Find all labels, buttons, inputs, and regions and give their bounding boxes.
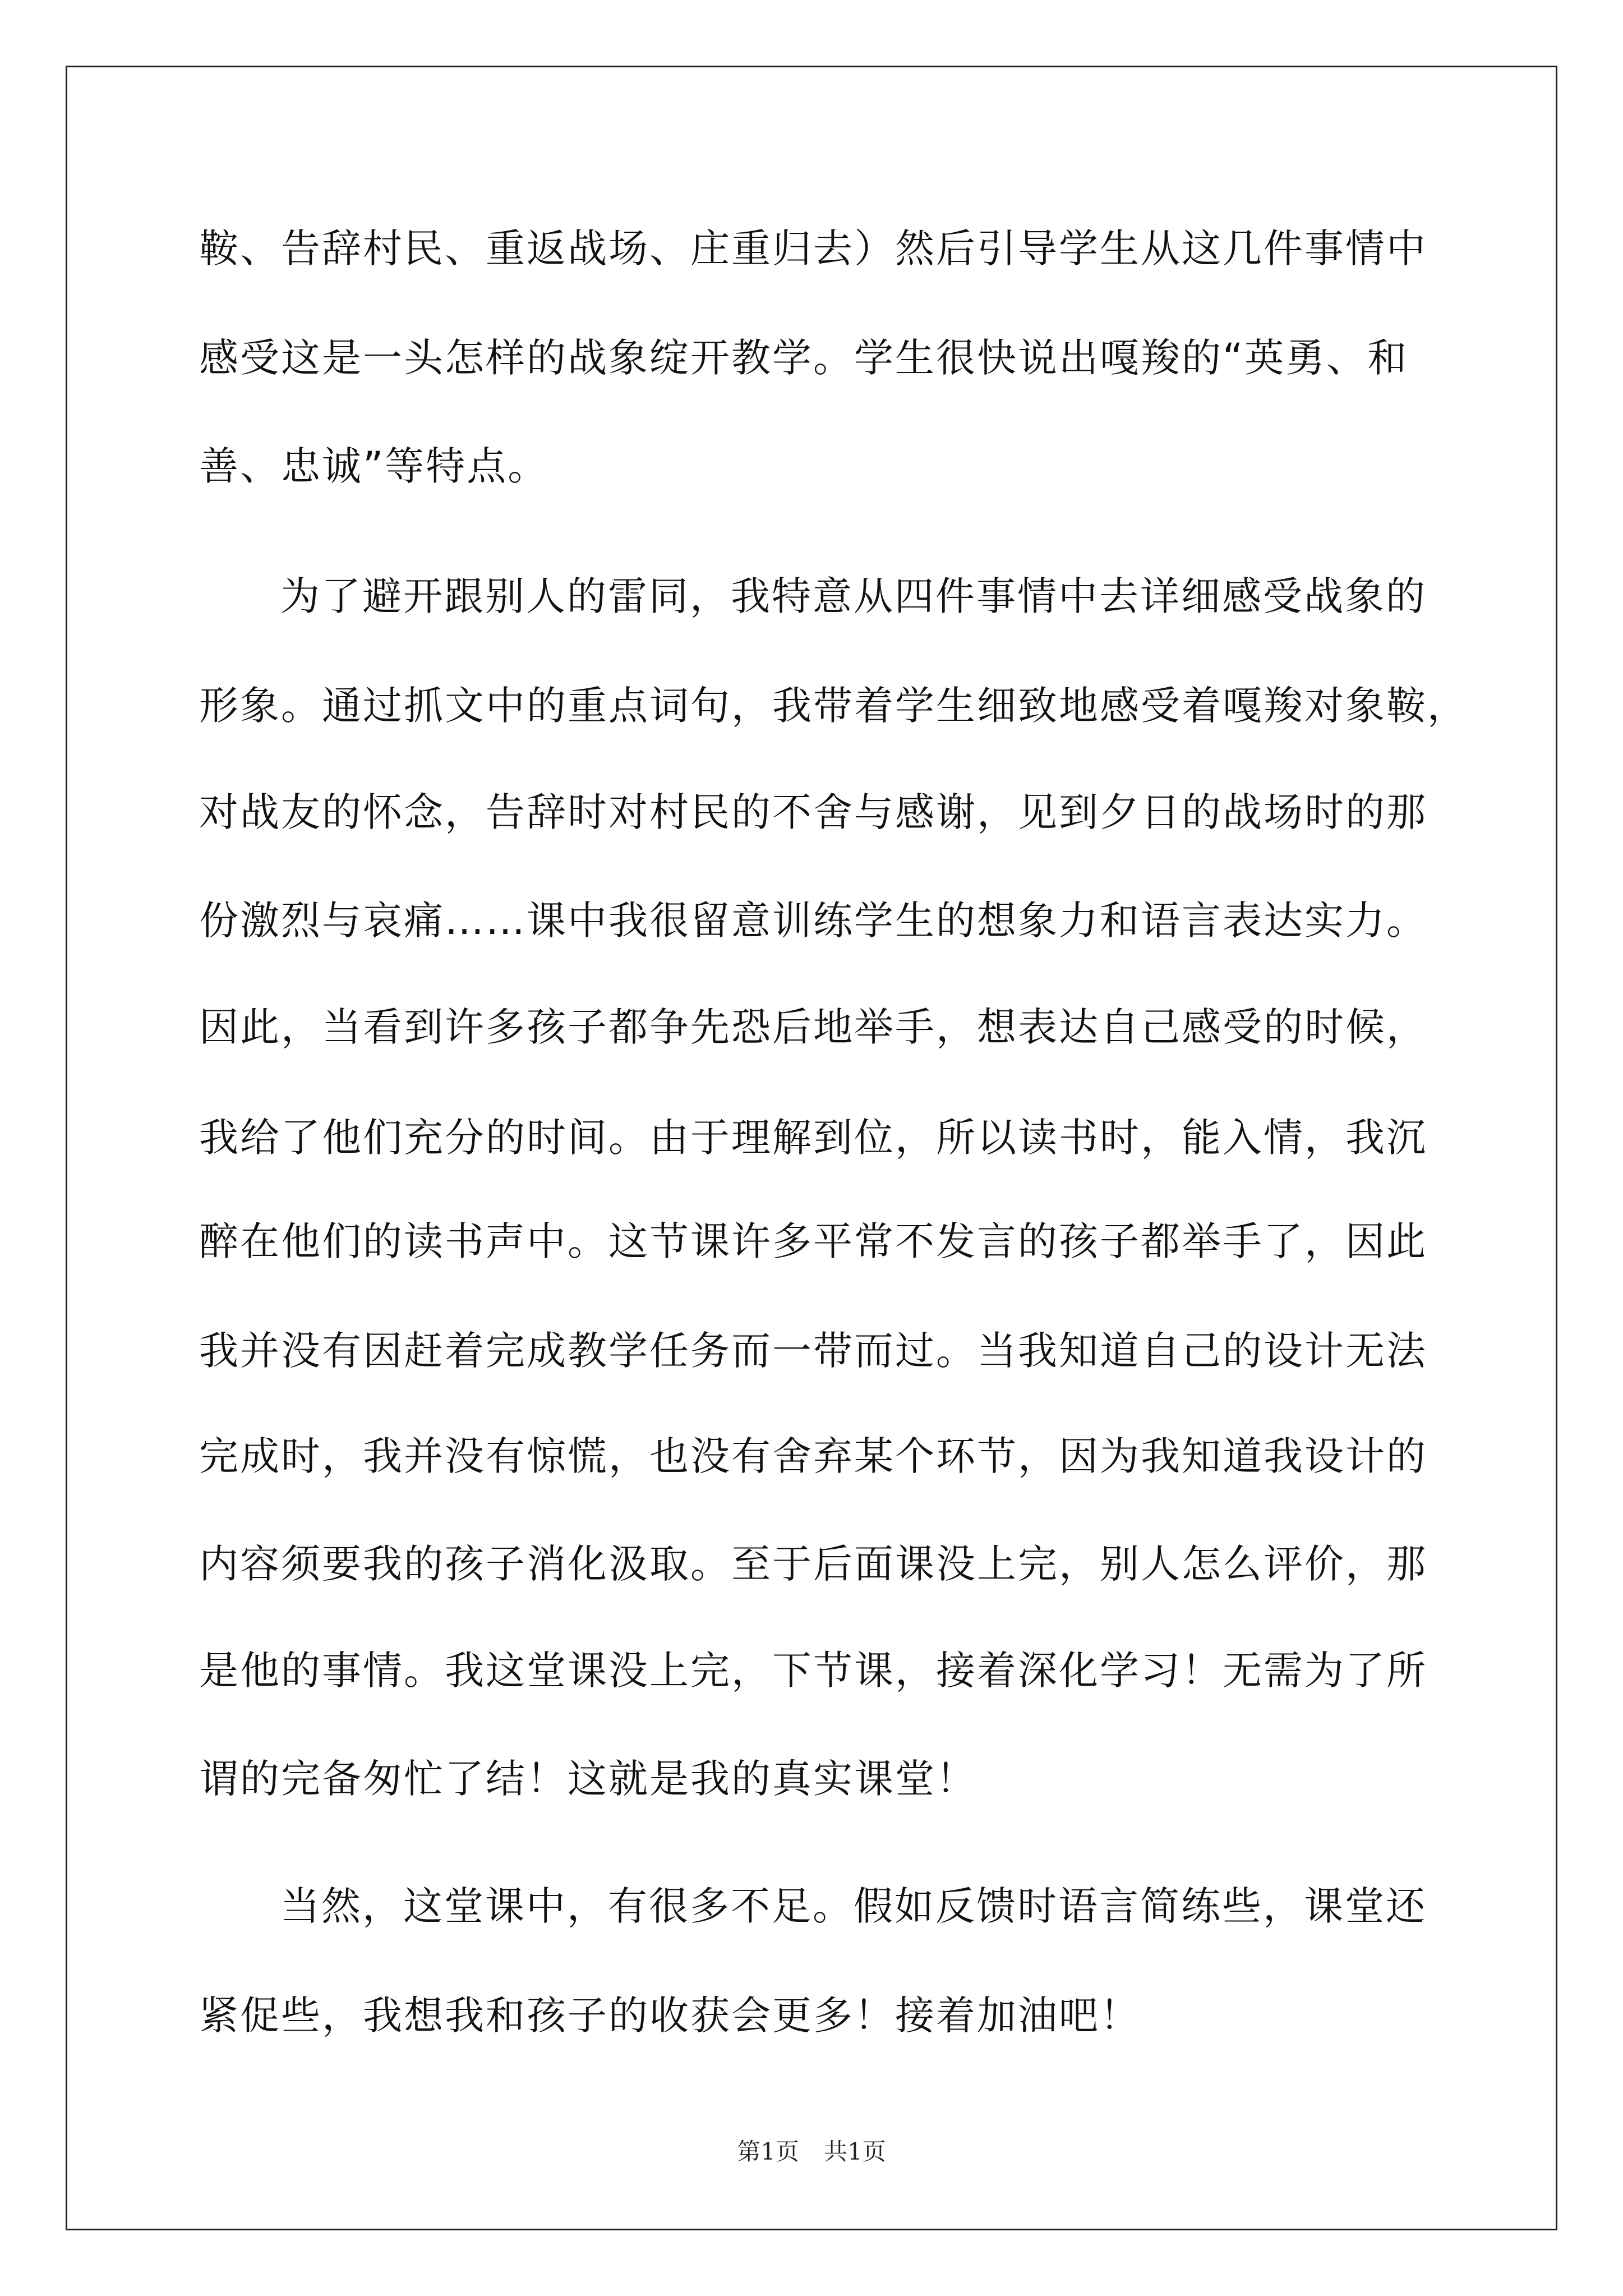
text-line: 我并没有因赶着完成教学任务而一带而过。当我知道自己的设计无法: [199, 1328, 1427, 1374]
page-footer: [0, 2135, 1623, 2169]
text-line: 我给了他们充分的时间。由于理解到位，所以读书时，能入情，我沉: [199, 1115, 1427, 1161]
page-total: 共1页: [824, 2138, 886, 2165]
text-line: 紧促些，我想我和孩子的收获会更多！接着加油吧！: [199, 1993, 1141, 2039]
text-line: 为了避开跟别人的雷同，我特意从四件事情中去详细感受战象的: [280, 573, 1427, 619]
text-line: 当然，这堂课中，有很多不足。假如反馈时语言简练些，课堂还: [280, 1883, 1427, 1929]
text-line: 善、忠诚”等特点。: [199, 443, 549, 489]
text-line: 感受这是一头怎样的战象绽开教学。学生很快说出嘎羧的“英勇、和: [199, 335, 1409, 381]
text-line: 完成时，我并没有惊慌，也没有舍弃某个环节，因为我知道我设计的: [199, 1433, 1427, 1479]
text-line: 因此，当看到许多孩子都争先恐后地举手，想表达自己感受的时候，: [199, 1004, 1427, 1050]
text-line: 是他的事情。我这堂课没上完，下节课，接着深化学习！无需为了所: [199, 1648, 1427, 1694]
text-line: 对战友的怀念，告辞时对村民的不舍与感谢，见到夕日的战场时的那: [199, 789, 1427, 835]
text-line: 形象。通过抓文中的重点词句，我带着学生细致地感受着嘎羧对象鞍，: [199, 683, 1468, 729]
text-line: 份激烈与哀痛……课中我很留意训练学生的想象力和语言表达实力。: [199, 898, 1427, 944]
text-line: 醉在他们的读书声中。这节课许多平常不发言的孩子都举手了，因此: [199, 1218, 1427, 1264]
text-line: 内容须要我的孩子消化汲取。至于后面课没上完，别人怎么评价，那: [199, 1541, 1427, 1587]
text-line: 谓的完备匆忙了结！这就是我的真实课堂！: [199, 1756, 977, 1802]
text-line: 鞍、告辞村民、重返战场、庄重归去）然后引导学生从这几件事情中: [199, 226, 1427, 272]
page-number: 第1页: [737, 2138, 799, 2165]
